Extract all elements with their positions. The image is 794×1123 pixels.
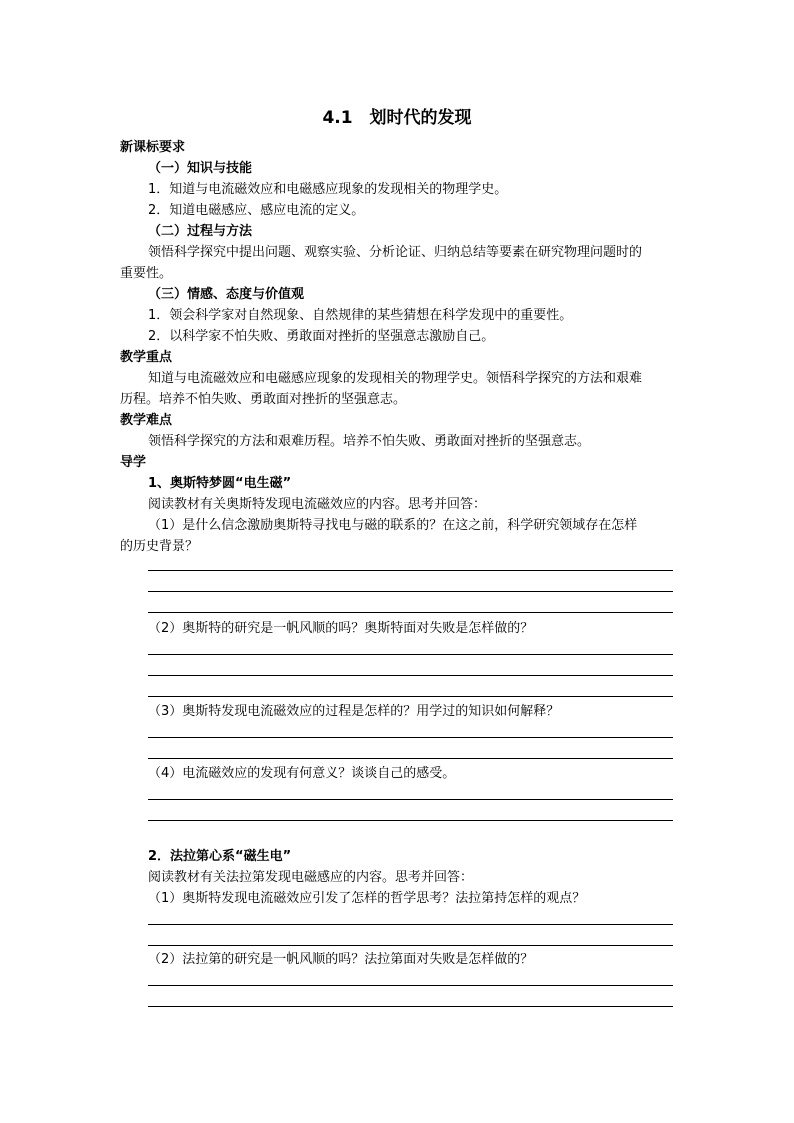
key-points-heading: 教学重点 (120, 350, 173, 365)
faraday-intro: 阅读教材有关法拉第发现电磁感应的内容。思考并回答： (148, 870, 474, 885)
oersted-intro: 阅读教材有关奥斯特发现电流磁效应的内容。思考并回答： (148, 497, 487, 512)
answer-line[interactable] (148, 924, 673, 925)
answer-line[interactable] (148, 675, 673, 676)
process-method-heading: （二）过程与方法 (148, 224, 253, 239)
oersted-question-2: （2）奥斯特的研究是一帆风顺的吗？奥斯特面对失败是怎样做的？ (148, 621, 534, 636)
oersted-question-1-line-1: （1）是什么信念激励奥斯特寻找电与磁的联系的？在这之前，科学研究领域存在怎样 (148, 518, 638, 533)
key-points-line-1: 知道与电流磁效应和电磁感应现象的发现相关的物理学史。领悟科学探究的方法和艰难 (148, 371, 643, 386)
oersted-question-1-line-2: 的历史背景？ (120, 539, 199, 554)
curriculum-heading: 新课标要求 (120, 140, 186, 155)
process-method-line-2: 重要性。 (120, 266, 173, 281)
answer-line[interactable] (148, 985, 673, 986)
knowledge-item-2: 2．知道电磁感应、感应电流的定义。 (148, 203, 365, 218)
answer-line[interactable] (148, 696, 673, 697)
guide-heading: 导学 (120, 455, 147, 470)
page-title: 4.1 划时代的发现 (322, 108, 472, 128)
knowledge-item-1: 1．知道与电流磁效应和电磁感应现象的发现相关的物理学史。 (148, 182, 508, 197)
oersted-question-3: （3）奥斯特发现电流磁效应的过程是怎样的？用学过的知识如何解释？ (148, 704, 560, 719)
emotion-item-2: 2．以科学家不怕失败、勇敢面对挫折的坚强意志激励自己。 (148, 329, 495, 344)
key-points-line-2: 历程。培养不怕失败、勇敢面对挫折的坚强意志。 (120, 392, 407, 407)
process-method-line-1: 领悟科学探究中提出问题、观察实验、分析论证、归纳总结等要素在研究物理问题时的 (148, 245, 643, 260)
answer-line[interactable] (148, 654, 673, 655)
answer-line[interactable] (148, 758, 673, 759)
difficulties-line-1: 领悟科学探究的方法和艰难历程。培养不怕失败、勇敢面对挫折的坚强意志。 (148, 434, 591, 449)
answer-line[interactable] (148, 945, 673, 946)
answer-line[interactable] (148, 820, 673, 821)
answer-line[interactable] (148, 612, 673, 613)
answer-line[interactable] (148, 570, 673, 571)
answer-line[interactable] (148, 799, 673, 800)
answer-line[interactable] (148, 737, 673, 738)
faraday-question-2: （2）法拉第的研究是一帆风顺的吗？法拉第面对失败是怎样做的？ (148, 952, 534, 967)
difficulties-heading: 教学难点 (120, 413, 173, 428)
emotion-values-heading: （三）情感、态度与价值观 (148, 287, 305, 302)
knowledge-skills-heading: （一）知识与技能 (148, 161, 253, 176)
oersted-section-heading: 1、奥斯特梦圆“电生磁” (148, 476, 292, 491)
emotion-item-1: 1．领会科学家对自然现象、自然规律的某些猜想在科学发现中的重要性。 (148, 308, 573, 323)
answer-line[interactable] (148, 1006, 673, 1007)
faraday-section-heading: 2．法拉第心系“磁生电” (148, 849, 292, 864)
answer-line[interactable] (148, 591, 673, 592)
faraday-question-1: （1）奥斯特发现电流磁效应引发了怎样的哲学思考？法拉第持怎样的观点？ (148, 891, 586, 906)
oersted-question-4: （4）电流磁效应的发现有何意义？谈谈自己的感受。 (148, 766, 456, 781)
